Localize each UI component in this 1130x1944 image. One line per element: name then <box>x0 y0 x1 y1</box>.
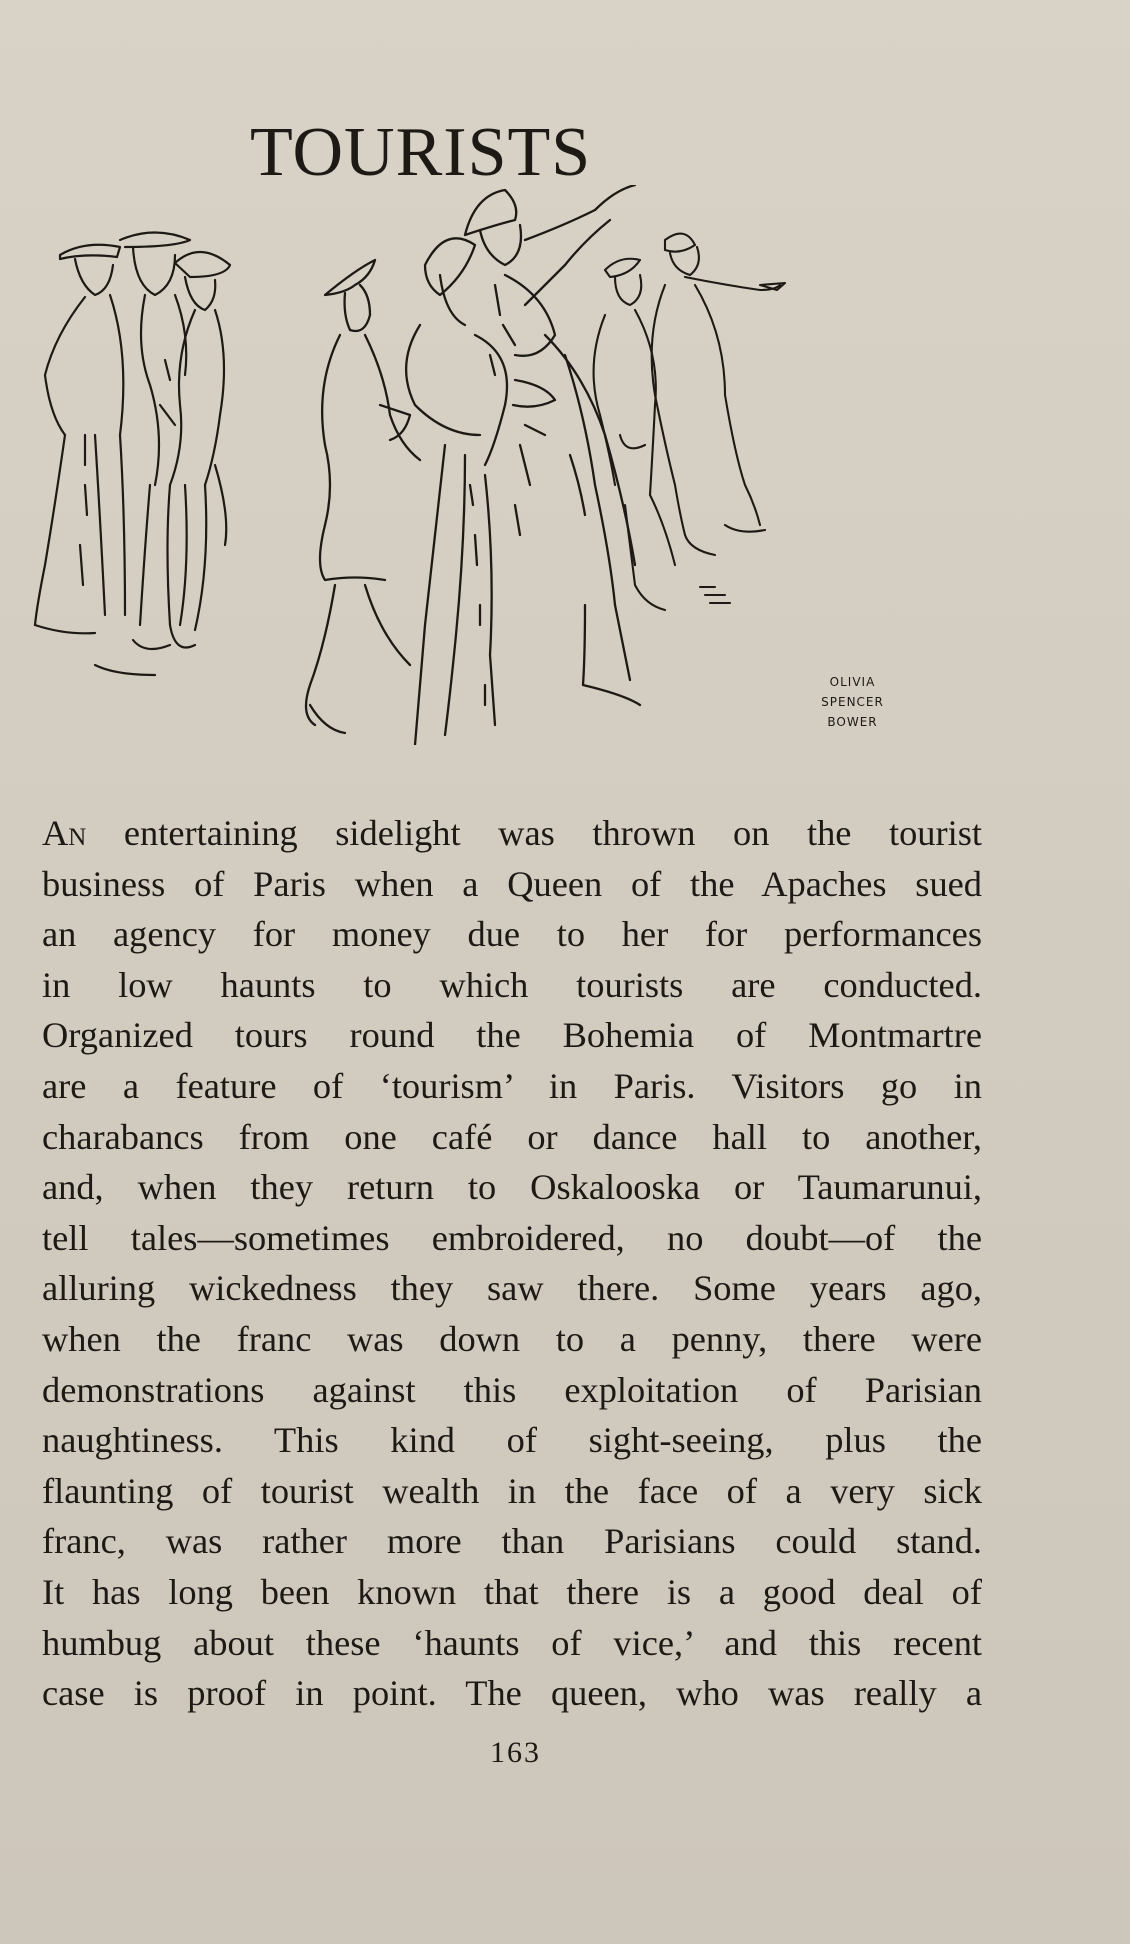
body-line: in low haunts to which tourists are conducted. <box>42 964 982 1005</box>
body-line: are a feature of ‘tourism’ in Paris. Visitors go in <box>42 1065 982 1106</box>
body-line: tell tales—sometimes embroidered, no doubt—of the <box>42 1217 982 1258</box>
page-number: 163 <box>490 1736 541 1769</box>
artist-signature <box>810 672 895 732</box>
body-line: It has long been known that there is a good deal of <box>42 1571 982 1612</box>
drop-word: An <box>42 813 87 853</box>
body-line: when the franc was down to a penny, there were <box>42 1318 982 1359</box>
body-line: naughtiness. This kind of sight-seeing, plus the <box>42 1420 982 1461</box>
body-line: charabancs from one café or dance hall to another, <box>42 1116 982 1157</box>
body-line: humbug about these ‘haunts of vice,’ and this recent <box>42 1622 982 1663</box>
body-line: and, when they return to Oskalooska or Taumarunui, <box>42 1167 982 1208</box>
body-line: alluring wickedness they saw there. Some years ago, <box>42 1268 982 1309</box>
body-text <box>42 808 982 1719</box>
tourists-illustration <box>25 185 985 745</box>
signature-line: SPENCER <box>821 695 884 709</box>
body-line: franc, was rather more than Parisians could stand. <box>42 1521 982 1562</box>
right-figure-group <box>594 234 785 610</box>
body-line: flaunting of tourist wealth in the face of a very sick <box>42 1470 982 1511</box>
center-figure-group <box>306 185 640 745</box>
body-line: an agency for money due to her for performances <box>42 914 982 955</box>
signature-line: BOWER <box>827 715 878 729</box>
first-line-text: entertaining sidelight was thrown on the tourist <box>86 813 982 853</box>
body-line: business of Paris when a Queen of the Apaches sued <box>42 863 982 904</box>
page-title: TOURISTS <box>250 114 592 191</box>
body-line: case is proof in point. The queen, who was really a <box>42 1673 982 1714</box>
signature-line: OLIVIA <box>829 675 876 689</box>
left-figure-group <box>35 233 230 676</box>
body-line: demonstrations against this exploitation of Parisian <box>42 1369 982 1410</box>
body-line: Organized tours round the Bohemia of Montmartre <box>42 1015 982 1056</box>
body-line <box>42 808 982 859</box>
